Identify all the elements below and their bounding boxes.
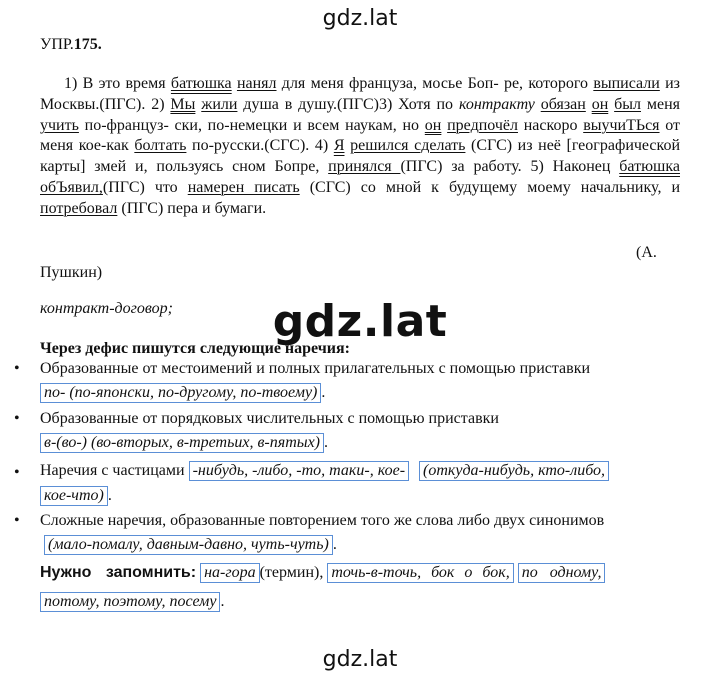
subject: батюшка bbox=[619, 158, 680, 176]
text: меня bbox=[641, 95, 681, 113]
subject: он bbox=[424, 116, 442, 134]
predicate: нанял bbox=[236, 75, 277, 92]
text: по-француз- ски, по-немецки и всем наукам, bbox=[78, 116, 397, 134]
note: контракт-договор; bbox=[40, 300, 173, 317]
text: (СГС) со мной к будущему моему начальнику, и bbox=[299, 178, 681, 196]
punct: . bbox=[220, 593, 225, 610]
punct: . bbox=[332, 536, 337, 553]
bullet-dot: • bbox=[14, 464, 20, 481]
predicate: обязан bbox=[540, 95, 586, 113]
text: от меня кое-как bbox=[40, 116, 681, 155]
example-box: в-(во-) (во-вторых, в-третьих, в-пятых) bbox=[40, 433, 324, 453]
text: Бопре, bbox=[274, 158, 329, 176]
remember-box: на-гора bbox=[200, 563, 260, 583]
watermark-middle: gdz.lat bbox=[272, 296, 448, 347]
predicate: жили bbox=[201, 95, 238, 113]
punct: . bbox=[324, 434, 329, 451]
exercise-number: 175. bbox=[73, 36, 102, 53]
heading: Через дефис пишутся следующие наречия: bbox=[40, 340, 350, 357]
predicate: выписали bbox=[593, 75, 660, 92]
bullet-text: Образованные от местоимений и полных прилагательных с помощью приставки bbox=[40, 360, 591, 377]
bullet-example-line bbox=[40, 486, 112, 506]
subject: батюшка bbox=[170, 75, 232, 92]
text: но bbox=[402, 116, 425, 134]
bullet-dot: • bbox=[14, 410, 20, 427]
remember-line bbox=[40, 563, 605, 583]
watermark-top: gdz.lat bbox=[322, 6, 398, 31]
author-b: Пушкин) bbox=[40, 264, 103, 281]
text: (ПГС) что bbox=[102, 178, 178, 196]
bullet-dot: • bbox=[14, 360, 20, 377]
exercise-prefix: УПР. bbox=[40, 36, 74, 53]
predicate: учить bbox=[40, 116, 79, 134]
remember-label: Нужно запомнить: bbox=[40, 564, 197, 581]
example-box: (мало-помалу, давным-давно, чуть-чуть) bbox=[44, 535, 333, 555]
bullet-text-line bbox=[40, 461, 609, 481]
predicate: выучиТЬся bbox=[583, 116, 660, 134]
bullet-example-line bbox=[44, 535, 337, 555]
remember-box: точь-в-точь, бок о бок, bbox=[327, 563, 513, 583]
remember-box: потому, поэтому, посему bbox=[40, 592, 220, 612]
text: душа в душу.(ПГС)3) Хотя по bbox=[237, 95, 459, 113]
watermark-bottom: gdz.lat bbox=[322, 647, 398, 672]
remember-line-2 bbox=[40, 592, 224, 612]
remember-box: по одному, bbox=[518, 563, 606, 583]
example-box: (откуда-нибудь, кто-либо, bbox=[419, 461, 609, 481]
example-box: кое-что) bbox=[40, 486, 108, 506]
bullet-dot: • bbox=[14, 512, 20, 529]
punct: . bbox=[107, 487, 112, 504]
example-box: по- (по-японски, по-другому, по-твоему) bbox=[40, 383, 321, 403]
predicate: предпочёл bbox=[447, 116, 518, 134]
subject: Мы bbox=[170, 95, 196, 113]
predicate: болтать bbox=[134, 137, 187, 155]
text: (ПГС) пера и бумаги. bbox=[121, 199, 267, 217]
subject: он bbox=[591, 95, 609, 113]
predicate: решился сделать bbox=[350, 137, 466, 155]
text: (термин), bbox=[259, 564, 328, 581]
bullet-text: Наречия с частицами bbox=[40, 462, 189, 479]
text: (ПГС) за работу. 5) Наконец bbox=[400, 158, 620, 176]
text: 1) В это время bbox=[64, 75, 171, 92]
exercise-paragraph bbox=[40, 74, 680, 220]
bullet-example-line bbox=[40, 433, 328, 453]
predicate: принялся bbox=[328, 158, 401, 176]
punct: . bbox=[321, 384, 326, 401]
text: наскоро bbox=[517, 116, 584, 134]
italic-word: контракту bbox=[458, 95, 535, 113]
text: (СГС) из неё [географической карты] змей и, пользуясь сном bbox=[40, 137, 681, 176]
predicate: был bbox=[614, 95, 641, 113]
text: по-русски.(СГС). 4) bbox=[186, 137, 329, 155]
bullet-text: Образованные от порядковых числительных с помощью приставки bbox=[40, 410, 499, 427]
author-a: (А. bbox=[636, 244, 657, 261]
predicate: намерен писать bbox=[187, 178, 300, 196]
bullet-example-line bbox=[40, 383, 325, 403]
predicate: потребовал bbox=[40, 199, 118, 217]
exercise-title bbox=[40, 36, 102, 54]
subject: Я bbox=[333, 137, 345, 155]
text: для меня француза, мосье Боп- ре, которого bbox=[276, 75, 594, 92]
text: из Москвы.(ПГС). 2) bbox=[40, 75, 680, 113]
particle-box: -нибудь, -либо, -то, таки-, кое- bbox=[189, 461, 409, 481]
predicate: обЪявил, bbox=[40, 178, 103, 196]
bullet-text: Сложные наречия, образованные повторением того же слова либо двух синонимов bbox=[40, 512, 605, 529]
